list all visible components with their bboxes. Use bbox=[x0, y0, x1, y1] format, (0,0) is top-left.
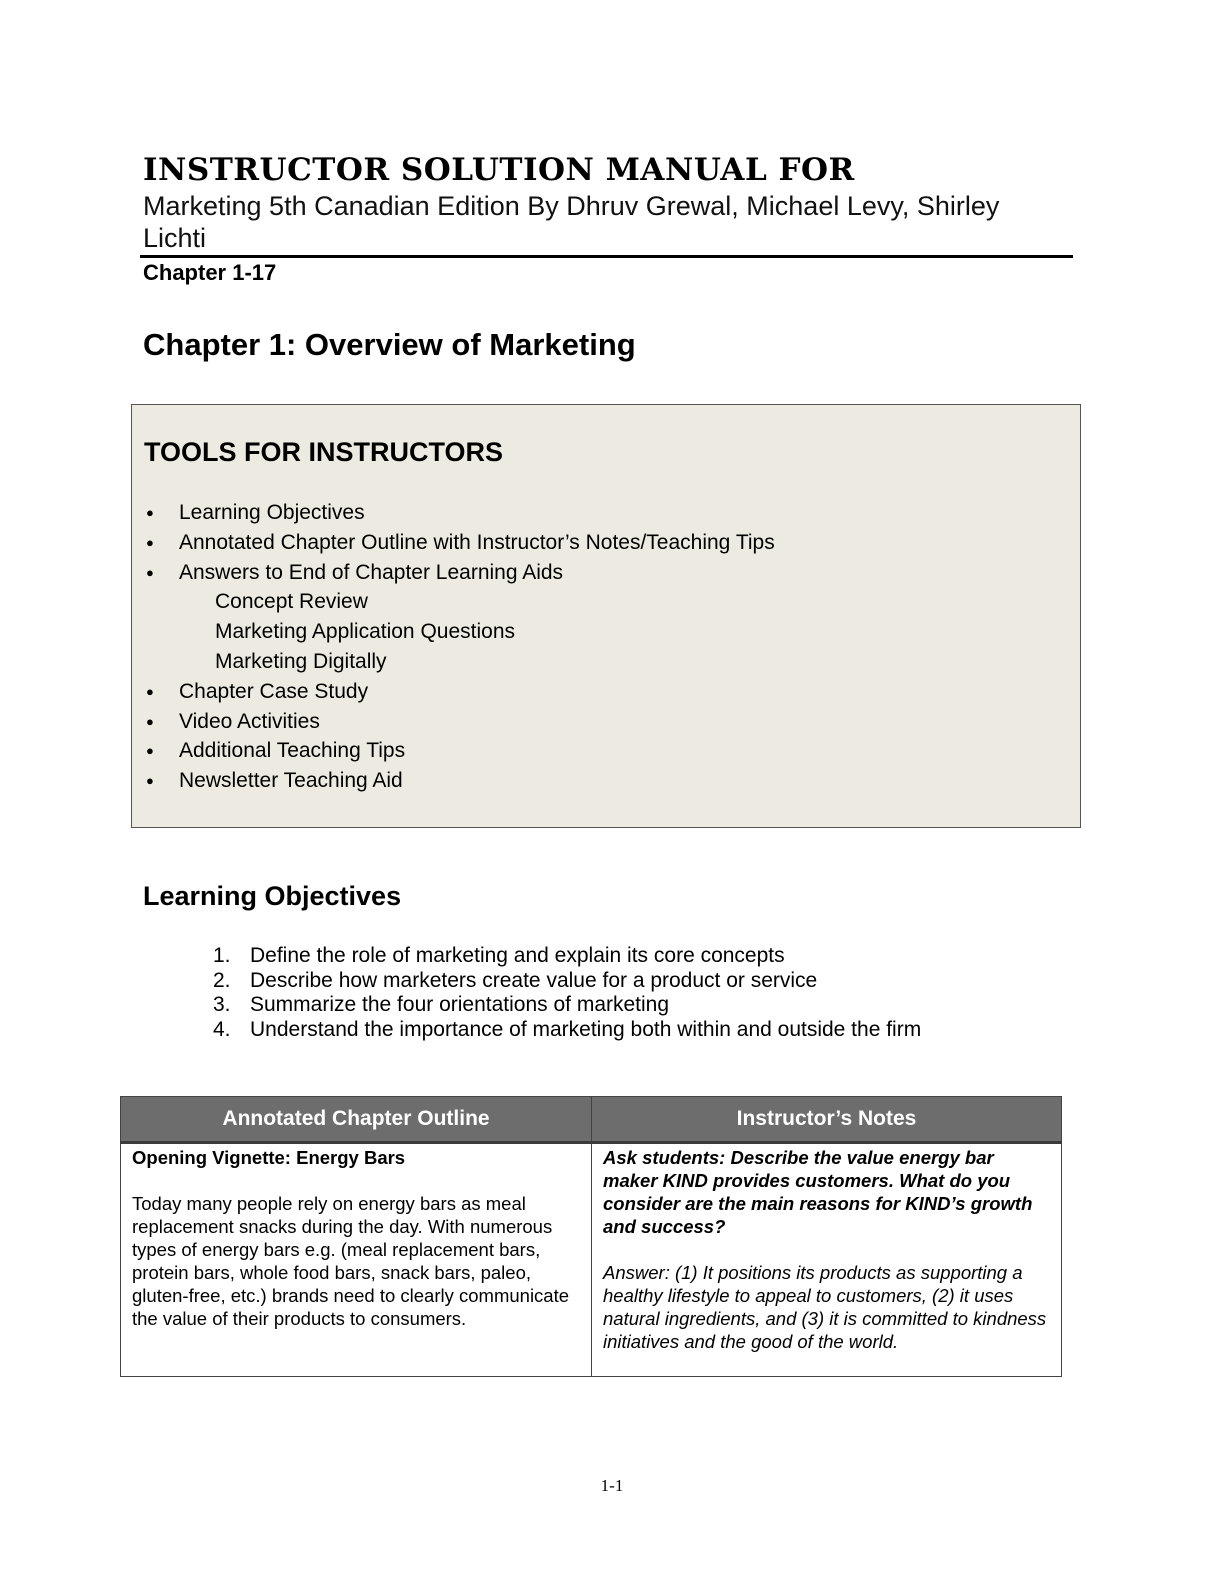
objective-text: Summarize the four orientations of marketing bbox=[250, 993, 670, 1017]
answer-text: Answer: (1) It positions its products as supporting a healthy lifestyle to appeal to customers, (2) it uses natural ingredients, and (3) it is committed to kindness initiatives and the good of the world. bbox=[603, 1262, 1047, 1352]
tools-for-instructors-box bbox=[131, 404, 1081, 828]
tools-list-item bbox=[132, 647, 775, 677]
tools-list-item bbox=[132, 498, 775, 528]
objective-item bbox=[213, 969, 921, 994]
bullet-icon: ● bbox=[146, 773, 154, 789]
bullet-icon: ● bbox=[146, 743, 154, 759]
objective-item bbox=[213, 1018, 921, 1043]
tools-heading: TOOLS FOR INSTRUCTORS bbox=[144, 437, 504, 467]
tools-item-label: Marketing Application Questions bbox=[215, 620, 515, 644]
tools-list-item bbox=[132, 528, 775, 558]
bullet-icon: ● bbox=[146, 534, 154, 550]
objective-number: 1. bbox=[213, 944, 231, 967]
objective-number: 3. bbox=[213, 993, 231, 1017]
table-row bbox=[121, 1143, 1062, 1377]
bullet-icon: ● bbox=[146, 683, 154, 699]
chapter-range: Chapter 1-17 bbox=[143, 260, 277, 285]
learning-objectives-list bbox=[213, 944, 921, 1043]
tools-list-item bbox=[132, 587, 775, 617]
chapter-heading: Chapter 1: Overview of Marketing bbox=[143, 327, 636, 362]
tools-list-item bbox=[132, 766, 775, 796]
bullet-icon: ● bbox=[146, 713, 154, 729]
bullet-icon: ● bbox=[146, 505, 154, 520]
tools-list-item bbox=[132, 617, 775, 647]
document-title: INSTRUCTOR SOLUTION MANUAL FOR bbox=[143, 152, 855, 188]
tools-list-item bbox=[132, 558, 775, 588]
objective-item bbox=[213, 993, 921, 1018]
title-divider bbox=[140, 255, 1073, 258]
page-number: 1-1 bbox=[600, 1476, 624, 1495]
document-subtitle: Marketing 5th Canadian Edition By Dhruv Grewal, Michael Levy, Shirley Lichti bbox=[143, 191, 1000, 253]
tools-item-label: Marketing Digitally bbox=[215, 649, 387, 673]
objective-number: 2. bbox=[213, 968, 231, 992]
ask-students-prompt: Ask students: Describe the value energy bar maker KIND provides customers. What do you consider are the main reasons for KIND’s growth and success? bbox=[603, 1147, 1033, 1237]
notes-column-header: Instructor’s Notes bbox=[592, 1097, 1062, 1143]
table-header-row bbox=[121, 1097, 1062, 1143]
vignette-body: Today many people rely on energy bars as meal replacement snacks during the day. With numerous types of energy bars e.g. (meal replacement bars, protein bars, whole food bars, snack bars, paleo, gluten-free, etc.) brands need to clearly communicate the value of their products to consumers. bbox=[132, 1193, 570, 1329]
objective-item bbox=[213, 944, 921, 969]
tools-list-item bbox=[132, 707, 775, 737]
objective-number: 4. bbox=[213, 1018, 231, 1042]
tools-list bbox=[132, 498, 775, 796]
objective-text: Define the role of marketing and explain its core concepts bbox=[250, 944, 785, 967]
tools-item-label: Learning Objectives bbox=[179, 501, 365, 524]
tools-item-label: Annotated Chapter Outline with Instructor’s Notes/Teaching Tips bbox=[179, 530, 775, 554]
tools-item-label: Video Activities bbox=[179, 709, 320, 733]
notes-cell bbox=[592, 1143, 1062, 1377]
tools-item-label: Answers to End of Chapter Learning Aids bbox=[179, 560, 564, 584]
tools-list-item bbox=[132, 736, 775, 766]
tools-item-label: Additional Teaching Tips bbox=[179, 739, 406, 763]
objective-text: Describe how marketers create value for a product or service bbox=[250, 968, 818, 992]
vignette-title: Opening Vignette: Energy Bars bbox=[132, 1147, 406, 1168]
objective-text: Understand the importance of marketing both within and outside the firm bbox=[250, 1018, 922, 1042]
tools-item-label: Chapter Case Study bbox=[179, 679, 369, 703]
tools-item-label: Newsletter Teaching Aid bbox=[179, 769, 403, 793]
annotated-outline-table bbox=[120, 1096, 1062, 1377]
outline-column-header: Annotated Chapter Outline bbox=[121, 1097, 592, 1143]
tools-item-label: Concept Review bbox=[215, 590, 368, 614]
bullet-icon: ● bbox=[146, 564, 154, 580]
learning-objectives-heading: Learning Objectives bbox=[143, 881, 402, 911]
tools-list-item bbox=[132, 677, 775, 707]
outline-cell bbox=[121, 1143, 592, 1377]
